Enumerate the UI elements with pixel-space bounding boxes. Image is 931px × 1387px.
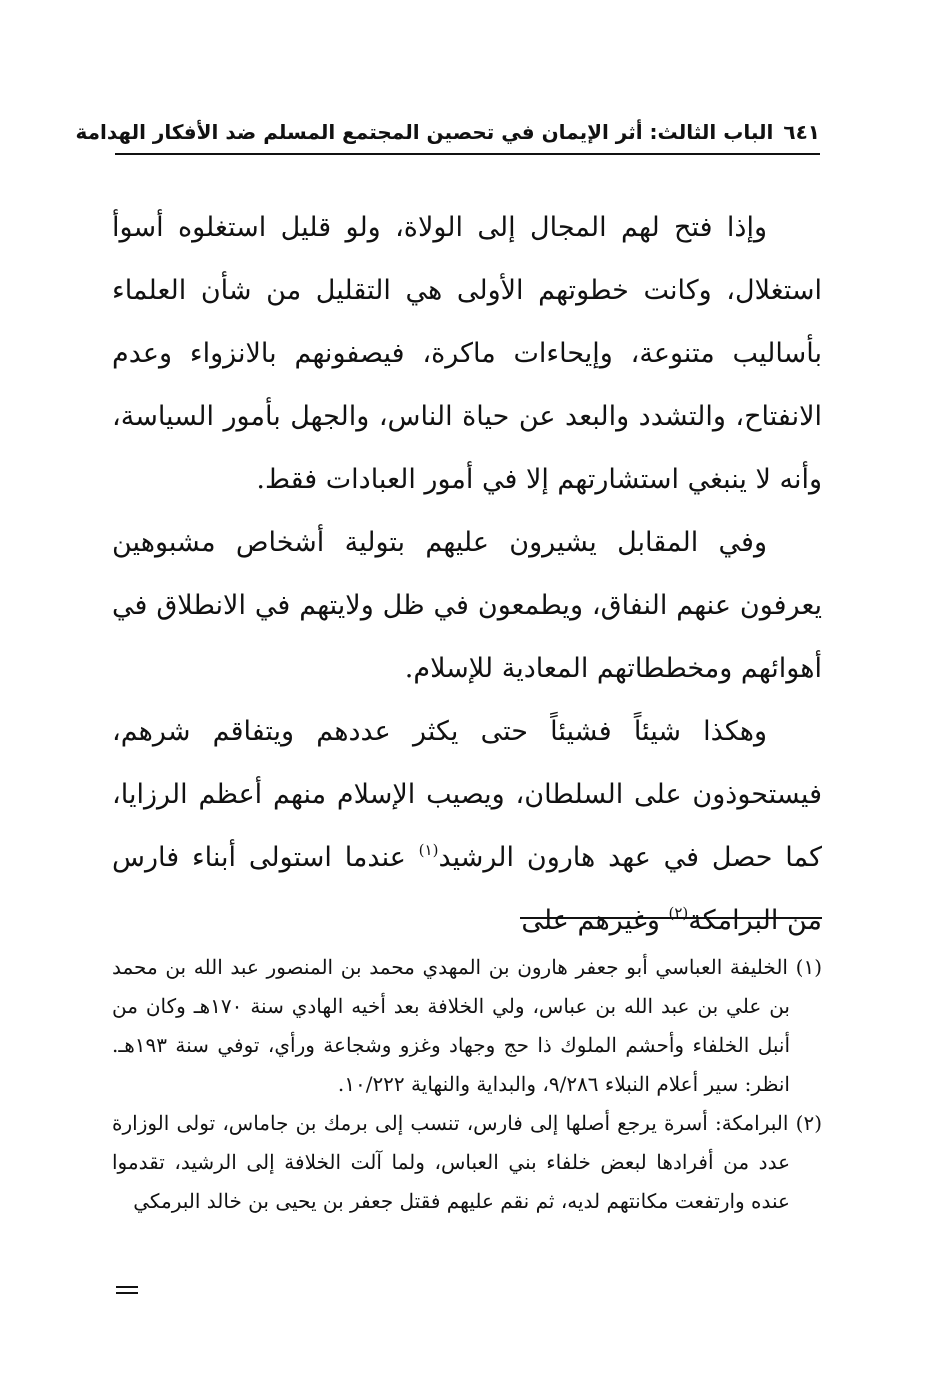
- paragraph-3-part-2: عندما استولى أبناء فارس من البرامكة: [112, 842, 822, 936]
- page-number: ٦٤١: [783, 120, 820, 144]
- footnotes: [112, 948, 822, 1221]
- continuation-mark: [116, 1286, 138, 1295]
- footnote-1: (١) الخليفة العباسي أبو جعفر هارون بن المهدي محمد بن المنصور عبد الله بن محمد بن علي بن عبد الله بن عباس، ولي الخلافة بعد أخيه الهادي سنة ١٧٠هـ وكان من أنبل الخلفاء وأحشم الملوك ذا حج وجهاد وغزو وشجاعة ورأي، توفي سنة ١٩٣هـ. انظر: سير أعلام النبلاء ٩/٢٨٦، والبداية والنهاية ١٠/٢٢٢.: [112, 955, 822, 1096]
- paragraph-3: [112, 700, 822, 952]
- paragraph-1: وإذا فتح لهم المجال إلى الولاة، ولو قليل استغلوه أسوأ استغلال، وكانت خطوتهم الأولى هي التقليل من شأن العلماء بأساليب متنوعة، وإيحاءات ماكرة، فيصفونهم بالانزواء وعدم الانفتاح، والتشدد والبعد عن حياة الناس، والجهل بأمور السياسة، وأنه لا ينبغي استشارتهم إلا في أمور العبادات فقط.: [112, 212, 822, 495]
- paragraph-2: وفي المقابل يشيرون عليهم بتولية أشخاص مشبوهين يعرفون عنهم النفاق، ويطمعون في ظل ولايتهم في الانطلاق في أهوائهم ومخططاتهم المعادية للإسلام.: [112, 527, 822, 684]
- header-divider: [115, 153, 820, 155]
- footnote-ref-2[interactable]: (٢): [668, 904, 689, 922]
- paragraph-3-part-1: وهكذا شيئاً فشيئاً حتى يكثر عددهم ويتفاقم شرهم، فيستحوذون على السلطان، ويصيب الإسلام منهم أعظم الرزايا، كما حصل في عهد هارون الرشيد: [112, 716, 822, 873]
- running-header: [75, 112, 820, 152]
- footnote-ref-1[interactable]: (١): [418, 841, 439, 859]
- paragraph-3-part-3: وغيرهم على: [521, 905, 669, 936]
- main-text: [112, 196, 822, 952]
- footnote-divider: [520, 917, 822, 919]
- footnote-2: (٢) البرامكة: أسرة يرجع أصلها إلى فارس، تنسب إلى برمك بن جاماس، تولى الوزارة عدد من أفرادها لبعض خلفاء بني العباس، ولما آلت الخلافة إلى الرشيد، تقدموا عنده وارتفعت مكانتهم لديه، ثم نقم عليهم فقتل جعفر بن يحيى بن خالد البرمكي: [112, 1111, 822, 1213]
- chapter-title: الباب الثالث: أثر الإيمان في تحصين المجتمع المسلم ضد الأفكار الهدامة: [75, 120, 774, 144]
